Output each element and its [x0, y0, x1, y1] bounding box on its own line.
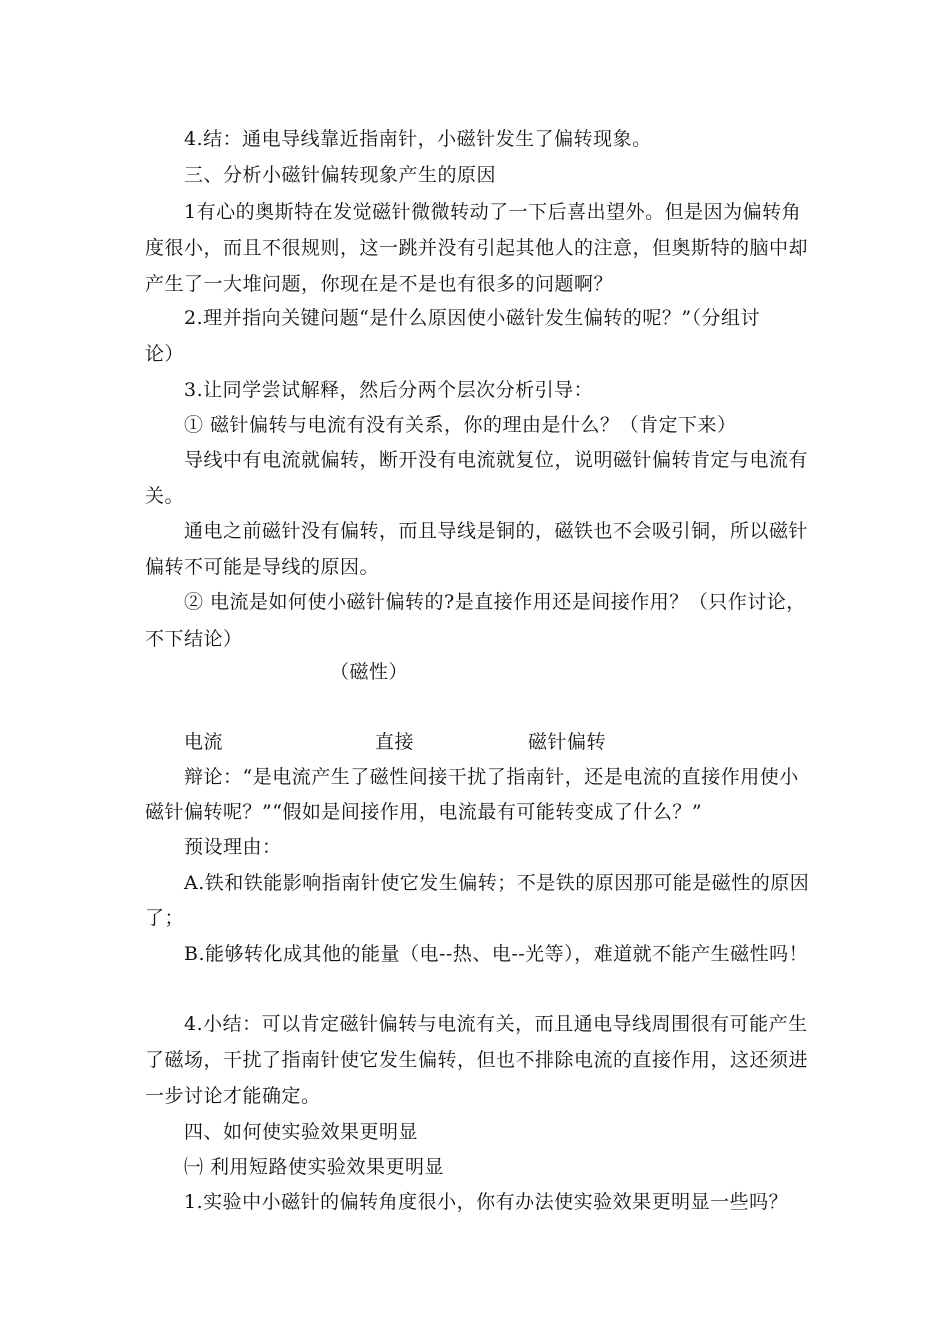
- diagram-label-magnetism: （磁性）: [330, 661, 409, 683]
- text-line: 2.理并指向关键问题“是什么原因使小磁针发生偏转的呢？”（分组讨: [184, 307, 761, 329]
- diagram-label-current: 电流: [184, 731, 224, 753]
- text-line: 偏转不可能是导线的原因。: [145, 556, 380, 578]
- text-line: 一步讨论才能确定。: [145, 1085, 321, 1107]
- section-heading: 三、分析小磁针偏转现象产生的原因: [184, 164, 497, 186]
- text-line: 产生了一大堆问题，你现在是不是也有很多的问题啊？: [145, 273, 614, 295]
- text-line: 1有心的奥斯特在发觉磁针微微转动了一下后喜出望外。但是因为偏转角: [184, 201, 802, 223]
- text-line: 4.结：通电导线靠近指南针，小磁针发生了偏转现象。: [184, 128, 652, 150]
- subsection-heading: ㈠ 利用短路使实验效果更明显: [184, 1156, 445, 1178]
- text-line: ② 电流是如何使小磁针偏转的?是直接作用还是间接作用？（只作讨论，: [184, 591, 806, 613]
- section-heading: 四、如何使实验效果更明显: [184, 1121, 419, 1143]
- text-line: 4.小结：可以肯定磁针偏转与电流有关，而且通电导线周围很有可能产生: [184, 1013, 808, 1035]
- text-line: 导线中有电流就偏转，断开没有电流就复位，说明磁针偏转肯定与电流有: [184, 449, 809, 471]
- text-line: 关。: [145, 485, 185, 507]
- text-line: 了；: [145, 907, 185, 929]
- text-line: 不下结论）: [145, 628, 243, 650]
- text-line: 了磁场，干扰了指南针使它发生偏转，但也不排除电流的直接作用，这还须进: [145, 1049, 809, 1071]
- diagram-label-needle-deflection: 磁针偏转: [528, 731, 607, 753]
- text-line: 3.让同学尝试解释，然后分两个层次分析引导：: [184, 379, 594, 401]
- text-line: 磁针偏转呢？”“假如是间接作用，电流最有可能转变成了什么？”: [145, 801, 703, 823]
- text-line: A.铁和铁能影响指南针使它发生偏转；不是铁的原因那可能是磁性的原因: [184, 872, 810, 894]
- text-line: 通电之前磁针没有偏转，而且导线是铜的，磁铁也不会吸引铜，所以磁针: [184, 520, 809, 542]
- diagram-label-direct: 直接: [375, 731, 415, 753]
- text-line: 1.实验中小磁针的偏转角度很小，你有办法使实验效果更明显一些吗？: [184, 1191, 789, 1213]
- text-line: 论）: [145, 343, 185, 365]
- text-line: ① 磁针偏转与电流有没有关系，你的理由是什么？（肯定下来）: [184, 414, 737, 436]
- text-line: B.能够转化成其他的能量（电--热、电--光等），难道就不能产生磁性吗！: [184, 943, 809, 965]
- text-line: 预设理由：: [184, 836, 282, 858]
- text-line: 度很小，而且不很规则，这一跳并没有引起其他人的注意，但奥斯特的脑中却: [145, 237, 809, 259]
- text-line: 辩论：“是电流产生了磁性间接干扰了指南针，还是电流的直接作用使小: [184, 766, 799, 788]
